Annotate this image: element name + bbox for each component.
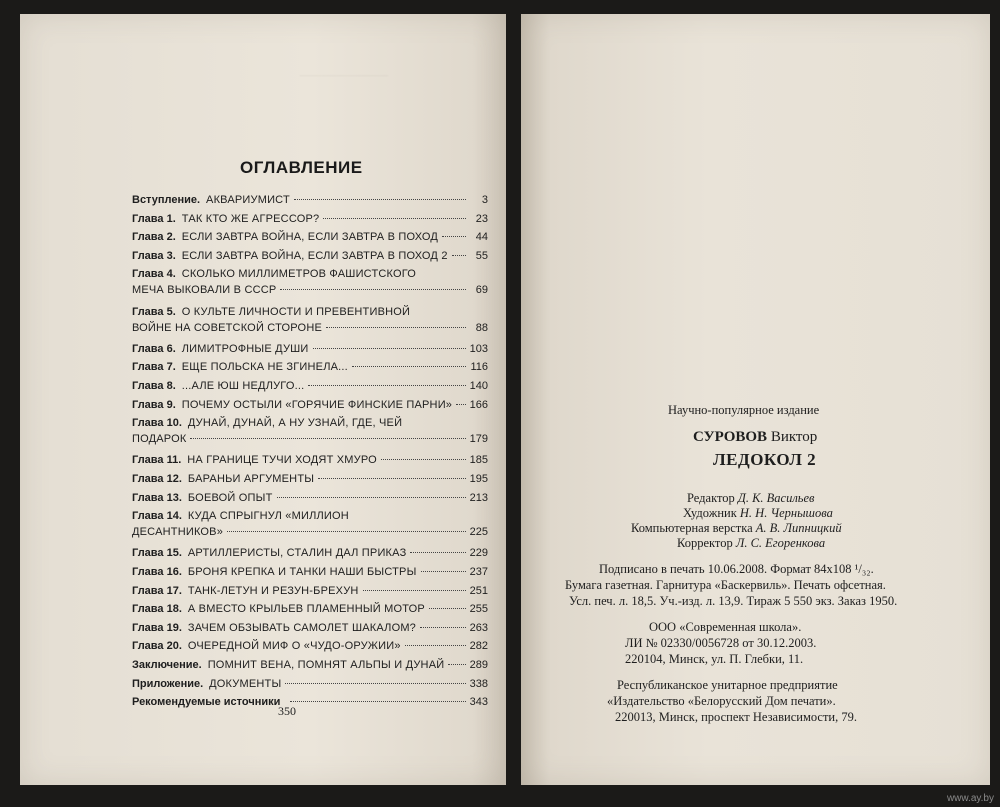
toc-entry [132,266,488,298]
toc-entry-title: ЕЩЕ ПОЛЬСКА НЕ ЗГИНЕЛА... [181,361,348,374]
toc-entry-page: 103 [469,342,488,355]
toc-entry [132,676,488,692]
toc-entry-label: Глава 10. [132,417,182,430]
toc-entry-label: Вступление. [132,194,201,206]
toc-entry-page: 225 [469,526,488,539]
toc-leader-dots [308,385,465,386]
toc-entry [132,304,488,336]
toc-entry-label: Глава 13. [132,491,182,504]
credit-layout: Компьютерная верстка А. В. Липницкий [631,521,842,535]
toc-leader-dots [318,478,465,479]
toc-entry-label: Глава 17. [132,584,182,597]
toc-entry-title: А ВМЕСТО КРЫЛЬЕВ ПЛАМЕННЫЙ МОТОР [187,603,425,616]
toc-entry-page: 263 [469,621,488,634]
toc-entry-title: СКОЛЬКО МИЛЛИМЕТРОВ ФАШИСТСКОГО [181,268,417,281]
toc-entry-page: 44 [475,231,488,244]
publisher-line: 220104, Минск, ул. П. Глебки, 11. [625,652,804,666]
toc-entry-label: Рекомендуемые источники [132,696,281,709]
toc-entry-page: 213 [469,491,488,504]
author-surname: СУРОВОВ [693,429,768,445]
left-page [20,14,506,785]
toc-leader-dots [456,404,466,405]
toc-entry-page: 343 [469,696,488,709]
toc-entry-page: 140 [469,380,488,392]
toc-leader-dots [429,608,466,609]
toc-entry [132,657,488,673]
toc-leader-dots [294,199,466,200]
toc-entry-title: ПОЧЕМУ ОСТЫЛИ «ГОРЯЧИЕ ФИНСКИЕ ПАРНИ» [181,398,453,411]
toc-entry-title-cont: МЕЧА ВЫКОВАЛИ В СССР [132,284,277,297]
toc-leader-dots [352,366,466,367]
toc-entry-title: НА ГРАНИЦЕ ТУЧИ ХОДЯТ ХМУРО [187,454,377,467]
toc-entry-title: ЕСЛИ ЗАВТРА ВОЙНА, ЕСЛИ ЗАВТРА В ПОХОД [181,231,439,244]
toc-entry-label: Глава 16. [132,566,182,578]
toc-entry-title: БАРАНЬИ АРГУМЕНТЫ [187,473,315,485]
toc-entry-title: ПОМНИТ ВЕНА, ПОМНЯТ АЛЬПЫ И ДУНАЙ [207,659,445,671]
toc-leader-dots [190,438,465,439]
toc-leader-dots [280,289,466,290]
toc-entry [132,694,488,710]
toc-entry [132,415,488,447]
toc-entry [132,359,488,375]
toc-entry [132,229,488,245]
toc-entry [132,601,488,617]
toc-leader-dots [290,701,465,702]
toc-entry-title: ДУНАЙ, ДУНАЙ, А НУ УЗНАЙ, ГДЕ, ЧЕЙ [187,417,403,430]
toc-leader-dots [227,531,466,532]
toc-entry-page: 166 [469,398,488,411]
toc-entry-title: БРОНЯ КРЕПКА И ТАНКИ НАШИ БЫСТРЫ [187,566,417,578]
toc-entry-page: 88 [475,321,488,334]
toc-entry [132,378,488,394]
toc-entry-label: Глава 8. [132,380,176,392]
credit-artist: Художник Н. Н. Чернышова [683,506,833,520]
toc-leader-dots [381,459,466,460]
toc-entry-title: ТАНК-ЛЕТУН И РЕЗУН-БРЕХУН [187,584,359,597]
toc-entry-page: 69 [475,284,488,297]
toc-entry-label: Заключение. [132,659,202,671]
toc-leader-dots [285,683,465,684]
toc-entry-label: Глава 12. [132,473,182,485]
toc-entry-title: ЗАЧЕМ ОБЗЫВАТЬ САМОЛЕТ ШАКАЛОМ? [187,621,417,634]
toc-entry [132,341,488,357]
toc-entry-title: АРТИЛЛЕРИСТЫ, СТАЛИН ДАЛ ПРИКАЗ [187,547,407,560]
toc-leader-dots [452,255,466,256]
toc-entry-title: ЕСЛИ ЗАВТРА ВОЙНА, ЕСЛИ ЗАВТРА В ПОХОД 2 [181,249,448,262]
toc-entry-title: ОЧЕРЕДНОЙ МИФ О «ЧУДО-ОРУЖИИ» [187,640,401,653]
toc-entry-label: Глава 5. [132,305,176,318]
toc-entry-page: 338 [469,677,488,690]
toc-entry-label: Глава 2. [132,231,176,244]
toc-entry-label: Глава 3. [132,249,176,262]
toc-entry-title: ТАК КТО ЖЕ АГРЕССОР? [181,212,320,225]
toc-leader-dots [277,497,466,498]
toc-title: ОГЛАВЛЕНИЕ [240,158,363,177]
toc-entry-title: БОЕВОЙ ОПЫТ [187,491,273,504]
toc-entry-page: 179 [469,433,488,446]
toc-entry-label: Глава 1. [132,212,176,225]
toc-entry-page: 229 [469,547,488,560]
toc-entry [132,192,488,208]
toc-leader-dots [410,552,465,553]
toc-entry-page: 195 [469,473,488,485]
toc-entry-page: 255 [469,603,488,616]
toc-entry-page: 23 [475,212,488,225]
toc-entry-title-cont: ДЕСАНТНИКОВ» [132,526,224,539]
toc-entry-label: Глава 14. [132,510,182,523]
credit-editor: Редактор Д. К. Васильев [687,491,815,505]
toc-entry-title-cont: ПОДАРОК [132,433,187,446]
toc-entry [132,564,488,580]
toc-entry-title-cont: ВОЙНЕ НА СОВЕТСКОЙ СТОРОНЕ [132,321,322,334]
toc-leader-dots [313,348,466,349]
toc-entry [132,452,488,468]
publisher-line: ООО «Современная школа». [649,620,802,634]
print-info-line: Подписано в печать 10.06.2008. Формат 84x108 ¹/₃₂. [599,562,874,576]
toc-entry-title: О КУЛЬТЕ ЛИЧНОСТИ И ПРЕВЕНТИВНОЙ [181,305,411,318]
publisher-line: ЛИ № 02330/0056728 от 30.12.2003. [625,636,817,650]
toc-entry-label: Приложение. [132,677,204,690]
page-number: 350 [278,704,296,718]
credit-proofreader: Корректор Л. С. Егоренкова [677,536,826,550]
toc-entry [132,248,488,264]
printer-line: Республиканское унитарное предприятие [617,678,838,692]
toc-entry [132,490,488,506]
watermark: www.ay.by [946,793,994,804]
toc-entry-page: 251 [469,584,488,597]
printer-line: 220013, Минск, проспект Независимости, 79. [615,710,857,724]
print-info-line: Усл. печ. л. 18,5. Уч.-изд. л. 13,9. Тираж 5 550 экз. Заказ 1950. [569,594,898,608]
author-line [693,429,817,446]
toc-entry-label: Глава 9. [132,398,176,411]
toc-entry [132,583,488,599]
toc-entry-page: 289 [469,659,488,671]
toc-entry-title: ДОКУМЕНТЫ [209,677,282,690]
toc-leader-dots [442,236,466,237]
toc-leader-dots [326,327,466,328]
printer-line: «Издательство «Белорусский Дом печати». [607,694,836,708]
toc-leader-dots [405,645,466,646]
toc-entry-page: 3 [481,194,488,206]
show-through-text: ‾‾‾‾‾‾‾‾‾‾‾‾‾‾‾‾‾‾‾‾‾‾‾‾ [300,75,388,87]
edition-type: Научно-популярное издание [668,403,820,417]
toc-entry [132,508,488,540]
toc-entry [132,397,488,413]
toc-leader-dots [323,218,466,219]
toc-leader-dots [448,664,465,665]
toc-entry [132,545,488,561]
toc-entry-label: Глава 20. [132,640,182,653]
toc-entry-page: 55 [475,249,488,262]
toc-entry-page: 237 [469,566,488,578]
toc-entry-label: Глава 11. [132,454,182,467]
toc-entry-label: Глава 7. [132,361,176,374]
print-info-line: Бумага газетная. Гарнитура «Баскервиль». Печать офсетная. [565,578,886,592]
toc-entry [132,620,488,636]
toc-entry-title: АКВАРИУМИСТ [206,194,290,206]
toc-entry-label: Глава 18. [132,603,182,616]
toc-entry-label: Глава 15. [132,547,182,560]
toc-entry-label: Глава 4. [132,268,176,281]
toc-entry-title: КУДА СПРЫГНУЛ «МИЛЛИОН [187,510,349,523]
toc-leader-dots [363,590,466,591]
toc-entry [132,471,488,487]
toc-entry-label: Глава 19. [132,621,182,634]
book-title: ЛЕДОКОЛ 2 [713,450,817,469]
toc-leader-dots [421,571,466,572]
toc-entry-page: 116 [470,361,488,374]
toc-entry [132,211,488,227]
toc-entry [132,638,488,654]
toc-entry-label: Глава 6. [132,342,176,355]
right-page [521,14,990,785]
toc-entry-page: 185 [469,454,488,467]
toc-entry-title: ...АЛЕ ЮШ НЕДЛУГО... [181,380,305,392]
toc-entry-page: 282 [469,640,488,653]
toc-entry-title: ЛИМИТРОФНЫЕ ДУШИ [181,342,309,355]
toc-leader-dots [420,627,466,628]
author-name: Виктор [770,429,818,445]
